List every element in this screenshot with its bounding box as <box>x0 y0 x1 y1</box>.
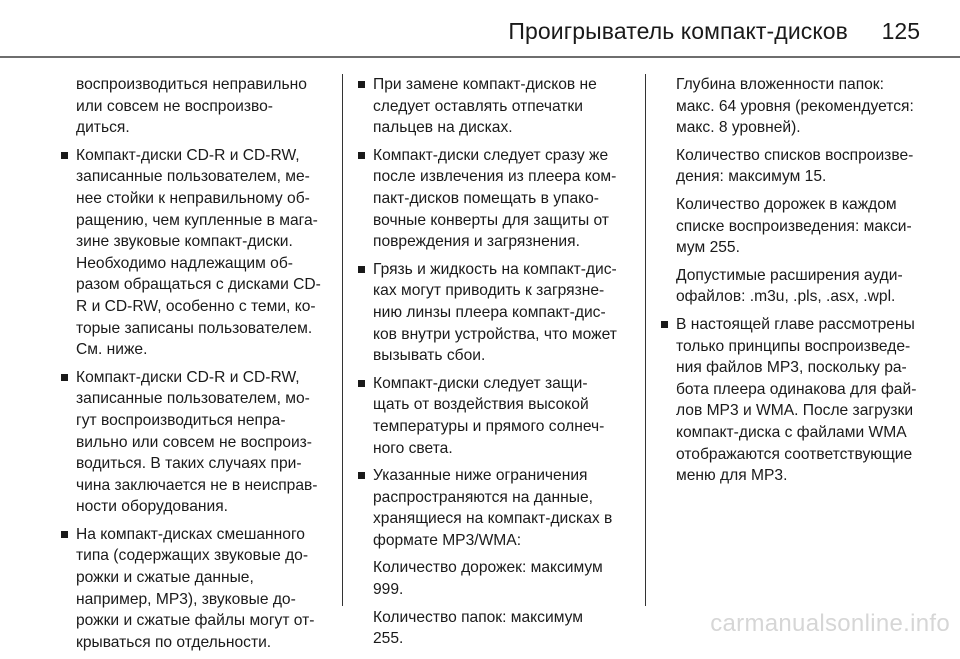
text-line: записанные пользователем, ме- <box>76 168 310 186</box>
text-line: ния файлов MP3, поскольку ра- <box>676 359 907 377</box>
text-line: водиться. В таких случаях при- <box>76 455 302 473</box>
text-line: Компакт-диски следует сразу же <box>373 146 609 164</box>
header-rule <box>0 56 960 58</box>
text-line: компакт-диска с файлами WMA <box>676 423 907 441</box>
text-line: В настоящей главе рассмотрены <box>676 315 915 333</box>
text-line: Количество дорожек: максимум <box>373 559 603 577</box>
text-line: диться. <box>76 119 130 137</box>
text-line: например, MP3), звуковые до- <box>76 590 296 608</box>
bullet-item <box>373 373 627 459</box>
paragraph <box>676 74 928 139</box>
text-line: Количество дорожек в каждом <box>676 195 897 213</box>
bullet-item <box>76 524 334 654</box>
text-line: Компакт-диски CD-R и CD-RW, <box>76 146 300 164</box>
paragraph <box>676 145 928 188</box>
text-line: вочные конверты для защиты от <box>373 211 609 229</box>
text-line: При замене компакт-дисков не <box>373 76 597 93</box>
bullet-item <box>676 314 928 487</box>
text-line: или совсем не воспроизво- <box>76 97 273 115</box>
text-line: рожки и сжатые данные, <box>76 569 254 587</box>
text-line: повреждения и загрязнения. <box>373 233 580 251</box>
text-line: пакт-дисков помещать в упако- <box>373 189 600 207</box>
text-line: ков внутри устройства, что может <box>373 325 617 343</box>
text-line: формате MP3/WMA: <box>373 531 522 549</box>
text-line: щать от воздействия высокой <box>373 396 589 414</box>
paragraph <box>676 194 928 259</box>
text-line: рожки и сжатые файлы могут от- <box>76 612 315 630</box>
text-line: крываться по отдельности. <box>76 633 272 651</box>
text-line: лов MP3 и WMA. После загрузки <box>676 402 914 420</box>
text-line: Количество списков воспроизве- <box>676 146 914 164</box>
paragraph <box>373 607 627 650</box>
text-line: следует оставлять отпечатки <box>373 97 583 115</box>
bullet-item <box>373 145 627 253</box>
text-line: Грязь и жидкость на компакт-дис- <box>373 260 617 278</box>
bullet-item <box>76 145 334 361</box>
text-line: Компакт-диски следует защи- <box>373 374 588 392</box>
text-line: См. ниже. <box>76 341 148 359</box>
bullet-item <box>373 74 627 139</box>
page-title: Проигрыватель компакт-дисков <box>508 18 848 44</box>
text-line: типа (содержащих звуковые до- <box>76 547 309 565</box>
text-line: зине звуковые компакт-диски. <box>76 233 293 251</box>
text-line: распространяются на данные, <box>373 488 593 506</box>
text-line: после извлечения из плеера ком- <box>373 168 617 186</box>
text-line: хранящиеся на компакт-дисках в <box>373 510 613 528</box>
bullet-item <box>373 259 627 367</box>
text-line: нию линзы плеера компакт-дис- <box>373 303 606 321</box>
watermark: carmanualsonline.info <box>710 610 950 637</box>
column-divider-1 <box>342 74 343 606</box>
column-divider-2 <box>645 74 646 606</box>
text-line: 999. <box>373 581 404 599</box>
page-header <box>0 0 960 62</box>
text-line: офайлов: .m3u, .pls, .asx, .wpl. <box>676 288 896 306</box>
column-2 <box>357 74 627 656</box>
text-line: макс. 64 уровня (рекомендуется: <box>676 97 914 115</box>
column-1 <box>60 74 334 659</box>
text-line: макс. 8 уровней). <box>676 119 801 137</box>
text-line: На компакт-дисках смешанного <box>76 525 305 543</box>
paragraph <box>373 557 627 600</box>
text-line: отображаются соответствующие <box>676 445 913 463</box>
bullet-item <box>76 367 334 518</box>
text-line: бота плеера одинакова для фай- <box>676 380 917 398</box>
text-line: 255. <box>373 630 404 648</box>
text-line: вильно или совсем не воспроиз- <box>76 433 313 451</box>
text-line: Глубина вложенности папок: <box>676 76 884 93</box>
paragraph <box>676 265 928 308</box>
text-line: Указанные ниже ограничения <box>373 467 588 485</box>
text-line: Компакт-диски CD-R и CD-RW, <box>76 368 300 386</box>
text-line: ращению, чем купленные в мага- <box>76 211 318 229</box>
text-line: воспроизводиться неправильно <box>76 76 307 93</box>
bullet-item <box>373 465 627 551</box>
text-line: только принципы воспроизведе- <box>676 337 911 355</box>
page-number: 125 <box>881 18 920 44</box>
text-line: пальцев на дисках. <box>373 119 513 137</box>
text-line: торые записаны пользователем. <box>76 319 313 337</box>
text-line: разом обращаться с дисками CD- <box>76 276 321 294</box>
text-line: вызывать сбои. <box>373 347 486 365</box>
text-line: мум 255. <box>676 239 740 257</box>
text-line: ности оборудования. <box>76 498 228 516</box>
text-line: дения: максимум 15. <box>676 168 827 186</box>
text-line: меню для MP3. <box>676 467 788 485</box>
text-line: ках могут приводить к загрязне- <box>373 282 605 300</box>
column-3 <box>660 74 928 493</box>
text-line: чина заключается не в неисправ- <box>76 476 318 494</box>
paragraph <box>76 74 334 139</box>
text-line: R и CD-RW, особенно с теми, ко- <box>76 297 316 315</box>
text-line: ного света. <box>373 439 453 457</box>
text-line: температуры и прямого солнеч- <box>373 417 605 435</box>
text-line: Необходимо надлежащим об- <box>76 254 293 272</box>
text-line: Допустимые расширения ауди- <box>676 266 903 284</box>
text-line: записанные пользователем, мо- <box>76 390 310 408</box>
text-line: списке воспроизведения: макси- <box>676 217 912 235</box>
text-line: Количество папок: максимум <box>373 608 583 626</box>
text-line: нее стойки к неправильному об- <box>76 189 310 207</box>
text-line: гут воспроизводиться непра- <box>76 411 286 429</box>
